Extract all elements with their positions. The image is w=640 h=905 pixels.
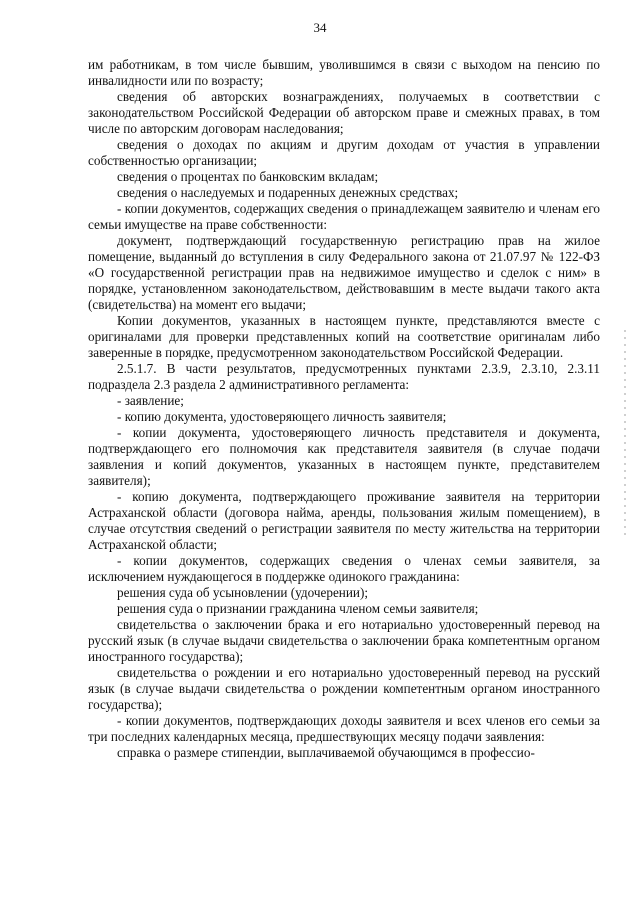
scan-margin-marks [624,330,626,540]
paragraph: свидетельства о заключении брака и его нотариально удостоверенный перевод на русский язык (в случае выдачи свидетельства о заключении брака компетентным органом иностранного государства); [88,617,600,664]
paragraph: - копии документа, удостоверяющего личность представителя и документа, подтверждающего его полномочия как представителя заявителя (в случае подачи заявления и копий документов, указанных в настоящем пункте, представителем заявителя); [88,425,600,488]
paragraph: - копии документов, подтверждающих доходы заявителя и всех членов его семьи за три последних календарных месяца, предшествующих месяцу подачи заявления: [88,713,600,744]
page-number: 34 [313,20,327,35]
paragraph: - копию документа, подтверждающего проживание заявителя на территории Астраханской области (договора найма, аренды, пользования жилым помещением), в случае отсутствия сведений о регистрации заявителя по месту жительства на территории Астраханской области; [88,489,600,552]
paragraph: справка о размере стипендии, выплачиваемой обучающимся в профессио- [117,745,535,760]
paragraph: 2.5.1.7. В части результатов, предусмотренных пунктами 2.3.9, 2.3.10, 2.3.11 подраздела 2.3 раздела 2 административного регламента: [88,361,600,392]
paragraph: решения суда о признании гражданина членом семьи заявителя; [117,601,479,616]
paragraph: им работникам, в том числе бывшим, уволившимся в связи с выходом на пенсию по инвалидности или по возрасту; [88,57,600,88]
paragraph: - копии документов, содержащих сведения о членах семьи заявителя, за исключением нуждающегося в поддержке одинокого гражданина: [88,553,600,584]
paragraph: - копии документов, содержащих сведения о принадлежащем заявителю и членам его семьи имуществе на праве собственности: [88,201,600,232]
paragraph: - заявление; [117,393,184,408]
paragraph: Копии документов, указанных в настоящем пункте, представляются вместе с оригиналами для проверки представленных копий на соответствие оригиналам либо заверенные в порядке, предусмотренном законодательством Российской Федерации. [88,313,600,360]
paragraph: свидетельства о рождении и его нотариально удостоверенный перевод на русский язык (в случае выдачи свидетельства о рождении компетентным органом иностранного государства); [88,665,600,712]
paragraph: сведения о процентах по банковским вкладам; [117,169,379,184]
paragraph: - копию документа, удостоверяющего личность заявителя; [117,409,447,424]
paragraph: решения суда об усыновлении (удочерении); [117,585,369,600]
document-body [88,57,600,761]
paragraph: документ, подтверждающий государственную регистрацию прав на жилое помещение, выданный до вступления в силу Федерального закона от 21.07.97 № 122-ФЗ «О государственной регистрации прав на недвижимое имущество и сделок с ним» в порядке, установленном законодательством, действовавшим в месте выдачи такого акта (свидетельства) на момент его выдачи; [88,233,600,312]
paragraph: сведения об авторских вознаграждениях, получаемых в соответствии с законодательством Российской Федерации об авторском праве и смежных правах, в том числе по авторским договорам наследования; [88,89,600,136]
paragraph: сведения о наследуемых и подаренных денежных средствах; [117,185,459,200]
paragraph: сведения о доходах по акциям и другим доходам от участия в управлении собственностью организации; [88,137,600,168]
